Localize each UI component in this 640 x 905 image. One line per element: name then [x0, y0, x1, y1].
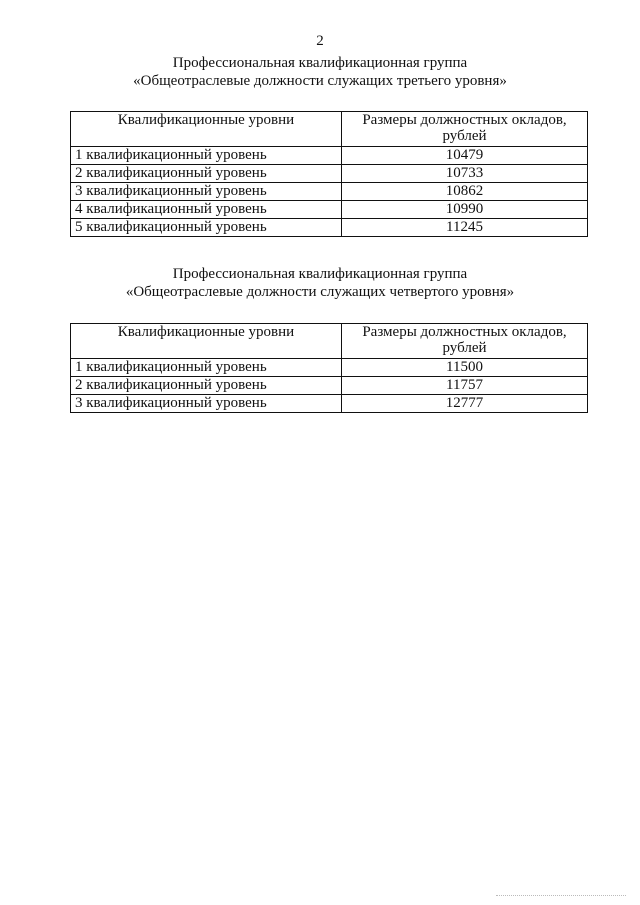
table-row	[71, 165, 588, 183]
salary-cell: 11500	[342, 359, 588, 377]
level-cell: 3 квалификационный уровень	[71, 395, 342, 413]
group-title-name: «Общеотраслевые должности служащих четвертого уровня»	[125, 284, 515, 300]
table-row	[71, 147, 588, 165]
table-row	[71, 395, 588, 413]
table-header-row	[71, 324, 588, 359]
table-row	[71, 183, 588, 201]
salary-cell: 11245	[342, 219, 588, 237]
salary-cell: 10733	[342, 165, 588, 183]
header-salary-sizes	[342, 324, 588, 359]
header-salary-line: Размеры должностных окладов,	[362, 112, 567, 128]
group-title-line: Профессиональная квалификационная группа	[172, 55, 468, 71]
salary-table-third-level	[70, 111, 588, 237]
level-cell: 2 квалификационный уровень	[71, 165, 342, 183]
table-row	[71, 219, 588, 237]
salary-cell: 12777	[342, 395, 588, 413]
level-cell: 2 квалификационный уровень	[71, 377, 342, 395]
table-row	[71, 359, 588, 377]
scan-footer-marks	[496, 895, 626, 898]
level-cell: 5 квалификационный уровень	[71, 219, 342, 237]
group-title-third-level	[0, 54, 640, 90]
salary-cell: 11757	[342, 377, 588, 395]
header-salary-unit: рублей	[442, 340, 487, 356]
salary-cell: 10990	[342, 201, 588, 219]
group-title-line: Профессиональная квалификационная группа	[172, 266, 468, 282]
group-title-fourth-level	[0, 265, 640, 301]
table-row	[71, 377, 588, 395]
salary-cell: 10479	[342, 147, 588, 165]
table-row	[71, 201, 588, 219]
level-cell: 1 квалификационный уровень	[71, 147, 342, 165]
header-salary-sizes	[342, 112, 588, 147]
level-cell: 3 квалификационный уровень	[71, 183, 342, 201]
header-salary-unit: рублей	[442, 128, 487, 144]
salary-table-fourth-level	[70, 323, 588, 413]
header-qualification-levels: Квалификационные уровни	[71, 324, 342, 359]
salary-cell: 10862	[342, 183, 588, 201]
group-title-name: «Общеотраслевые должности служащих третьего уровня»	[133, 73, 507, 89]
header-salary-line: Размеры должностных окладов,	[362, 324, 567, 340]
page-number: 2	[316, 33, 324, 49]
level-cell: 4 квалификационный уровень	[71, 201, 342, 219]
header-qualification-levels: Квалификационные уровни	[71, 112, 342, 147]
table-header-row	[71, 112, 588, 147]
level-cell: 1 квалификационный уровень	[71, 359, 342, 377]
